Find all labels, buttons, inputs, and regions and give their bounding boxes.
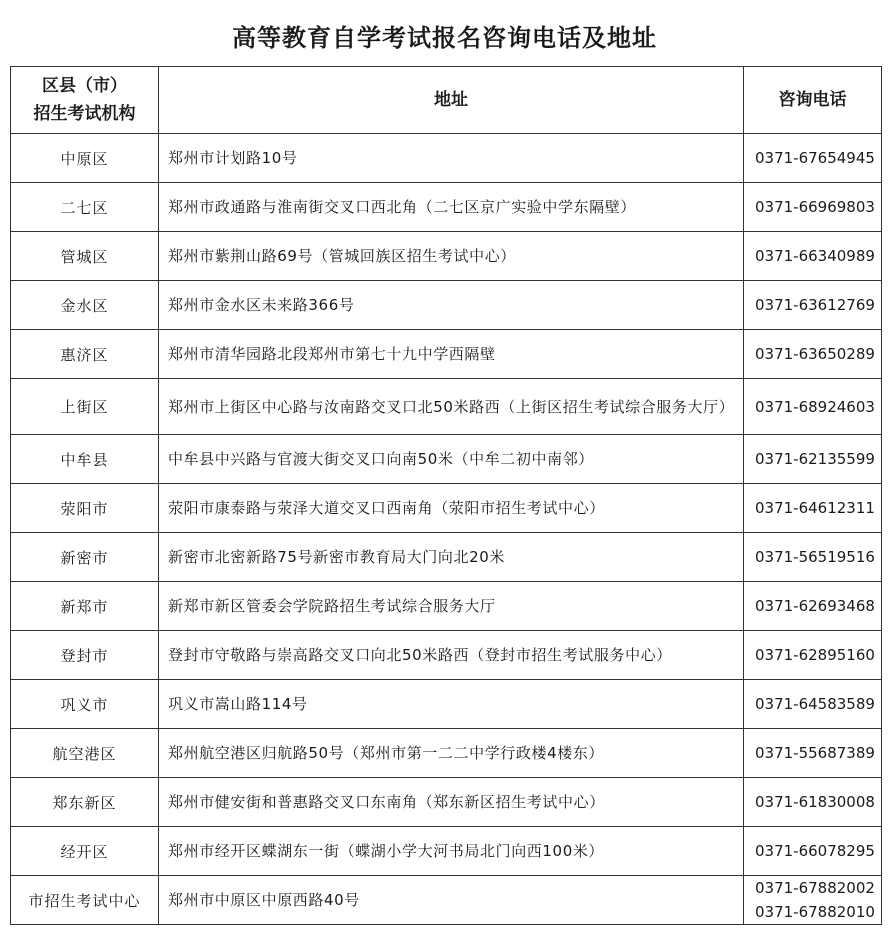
district-cell: 新密市 <box>11 533 159 582</box>
phone-line-1: 0371-67882002 <box>755 879 875 897</box>
address-cell: 郑州市紫荆山路69号（管城回族区招生考试中心） <box>159 232 744 281</box>
district-cell: 中原区 <box>11 134 159 183</box>
table-row <box>11 330 882 379</box>
address-cell: 郑州市金水区未来路366号 <box>159 281 744 330</box>
address-cell: 郑州市经开区蝶湖东一街（蝶湖小学大河书局北门向西100米） <box>159 827 744 876</box>
phone-cell: 0371-67654945 <box>744 134 882 183</box>
table-row <box>11 232 882 281</box>
header-phone: 咨询电话 <box>744 67 882 134</box>
phone-cell: 0371-66078295 <box>744 827 882 876</box>
table-row <box>11 183 882 232</box>
phone-cell: 0371-62693468 <box>744 582 882 631</box>
district-cell: 管城区 <box>11 232 159 281</box>
table-row <box>11 729 882 778</box>
district-cell: 巩义市 <box>11 680 159 729</box>
table-row <box>11 582 882 631</box>
district-cell: 郑东新区 <box>11 778 159 827</box>
table-row <box>11 631 882 680</box>
phone-cell: 0371-63612769 <box>744 281 882 330</box>
page-title: 高等教育自学考试报名咨询电话及地址 <box>232 23 657 52</box>
table-row <box>11 435 882 484</box>
address-cell: 荥阳市康泰路与荥泽大道交叉口西南角（荥阳市招生考试中心） <box>159 484 744 533</box>
district-cell: 经开区 <box>11 827 159 876</box>
phone-cell: 0371-64612311 <box>744 484 882 533</box>
header-district-line1: 区县（市） <box>42 76 127 96</box>
table-row <box>11 281 882 330</box>
address-cell: 郑州市健安街和普惠路交叉口东南角（郑东新区招生考试中心） <box>159 778 744 827</box>
phone-cell: 0371-61830008 <box>744 778 882 827</box>
contact-table <box>10 66 882 925</box>
address-cell: 郑州市计划路10号 <box>159 134 744 183</box>
phone-cell: 0371-63650289 <box>744 330 882 379</box>
phone-cell: 0371-55687389 <box>744 729 882 778</box>
district-cell: 中牟县 <box>11 435 159 484</box>
phone-cell: 0371-56519516 <box>744 533 882 582</box>
table-row <box>11 778 882 827</box>
address-cell: 登封市守敬路与崇高路交叉口向北50米路西（登封市招生考试服务中心） <box>159 631 744 680</box>
phone-cell: 0371-64583589 <box>744 680 882 729</box>
address-cell: 郑州市上街区中心路与汝南路交叉口北50米路西（上街区招生考试综合服务大厅） <box>159 379 744 435</box>
table-row <box>11 533 882 582</box>
phone-cell: 0371-62135599 <box>744 435 882 484</box>
phone-cell <box>744 876 882 925</box>
phone-line-2: 0371-67882010 <box>755 903 875 921</box>
address-cell: 中牟县中兴路与官渡大街交叉口向南50米（中牟二初中南邻） <box>159 435 744 484</box>
district-cell: 登封市 <box>11 631 159 680</box>
phone-cell: 0371-66340989 <box>744 232 882 281</box>
district-cell: 惠济区 <box>11 330 159 379</box>
district-cell: 金水区 <box>11 281 159 330</box>
address-cell: 巩义市嵩山路114号 <box>159 680 744 729</box>
address-cell: 郑州市清华园路北段郑州市第七十九中学西隔壁 <box>159 330 744 379</box>
table-row <box>11 680 882 729</box>
table-header-row <box>11 67 882 134</box>
header-address: 地址 <box>159 67 744 134</box>
district-cell: 市招生考试中心 <box>11 876 159 925</box>
table-row <box>11 484 882 533</box>
district-cell: 航空港区 <box>11 729 159 778</box>
phone-cell: 0371-66969803 <box>744 183 882 232</box>
address-cell: 郑州市中原区中原西路40号 <box>159 876 744 925</box>
header-district-line2: 招生考试机构 <box>33 104 136 124</box>
address-cell: 郑州市政通路与淮南街交叉口西北角（二七区京广实验中学东隔壁） <box>159 183 744 232</box>
address-cell: 郑州航空港区归航路50号（郑州市第一二二中学行政楼4楼东） <box>159 729 744 778</box>
table-row <box>11 827 882 876</box>
district-cell: 上街区 <box>11 379 159 435</box>
header-district <box>11 67 159 134</box>
district-cell: 新郑市 <box>11 582 159 631</box>
address-cell: 新郑市新区管委会学院路招生考试综合服务大厅 <box>159 582 744 631</box>
table-row <box>11 134 882 183</box>
phone-cell: 0371-68924603 <box>744 379 882 435</box>
table-row <box>11 876 882 925</box>
address-cell: 新密市北密新路75号新密市教育局大门向北20米 <box>159 533 744 582</box>
phone-cell: 0371-62895160 <box>744 631 882 680</box>
district-cell: 荥阳市 <box>11 484 159 533</box>
table-row <box>11 379 882 435</box>
district-cell: 二七区 <box>11 183 159 232</box>
